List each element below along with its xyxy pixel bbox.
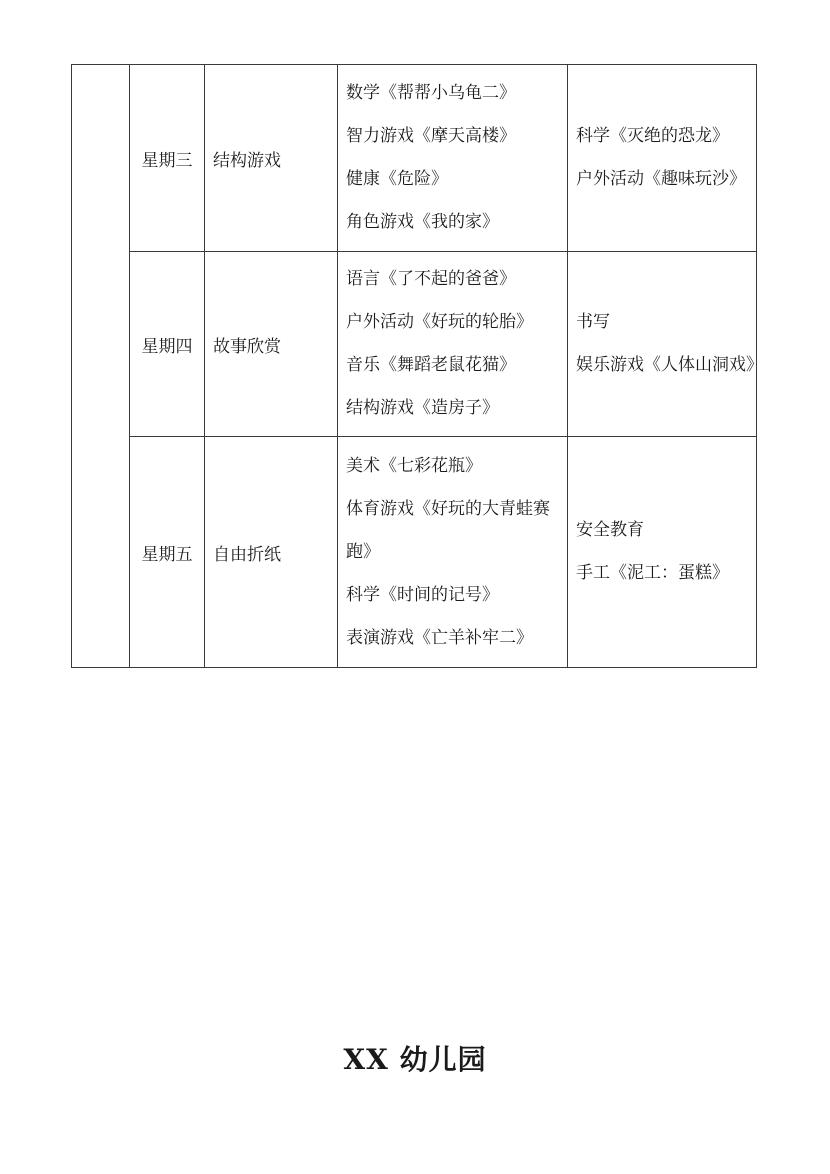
list-item: 美术《七彩花瓶》 [346, 455, 482, 476]
kindergarten-name-title: XX 幼儿园 [343, 1043, 487, 1076]
list-item: 户外活动《趣味玩沙》 [576, 169, 746, 189]
list-item: 数学《帮帮小乌龟二》 [346, 83, 516, 103]
list-item: 音乐《舞蹈老鼠花猫》 [346, 355, 516, 375]
list-item: 手工《泥工：蛋糕》 [576, 563, 729, 583]
list-item: 科学《时间的记号》 [346, 584, 499, 605]
day-cell: 星期四 [130, 252, 205, 437]
activity-cell: 结构游戏 [205, 65, 338, 252]
list-item: 智力游戏《摩天高楼》 [346, 126, 516, 146]
list-item: 健康《危险》 [346, 169, 448, 189]
afternoon-activities-cell [568, 252, 763, 437]
weekly-schedule-table [71, 64, 763, 668]
morning-activities-cell [338, 437, 568, 668]
list-item: 角色游戏《我的家》 [346, 212, 499, 232]
list-item: 户外活动《好玩的轮胎》 [346, 312, 533, 332]
list-item: 科学《灭绝的恐龙》 [576, 126, 729, 146]
list-item: 表演游戏《亡羊补牢二》 [346, 627, 533, 648]
list-item: 书写 [576, 312, 610, 332]
table-row [72, 437, 757, 668]
table-row [72, 65, 757, 252]
table-row [72, 252, 757, 437]
list-item: 语言《了不起的爸爸》 [346, 269, 516, 289]
list-item: 体育游戏《好玩的大青蛙赛跑》 [346, 498, 550, 562]
afternoon-activities-cell [568, 437, 757, 668]
blank-merged-cell [72, 65, 130, 668]
day-cell: 星期三 [130, 65, 205, 252]
list-item: 结构游戏《造房子》 [346, 398, 499, 418]
activity-cell: 自由折纸 [205, 437, 338, 668]
day-cell: 星期五 [130, 437, 205, 668]
list-item: 娱乐游戏《人体山洞戏》 [576, 355, 763, 375]
morning-activities-cell [338, 252, 568, 437]
afternoon-activities-cell [568, 65, 757, 252]
morning-activities-cell [338, 65, 568, 252]
activity-cell: 故事欣赏 [205, 252, 338, 437]
list-item: 安全教育 [576, 520, 644, 540]
